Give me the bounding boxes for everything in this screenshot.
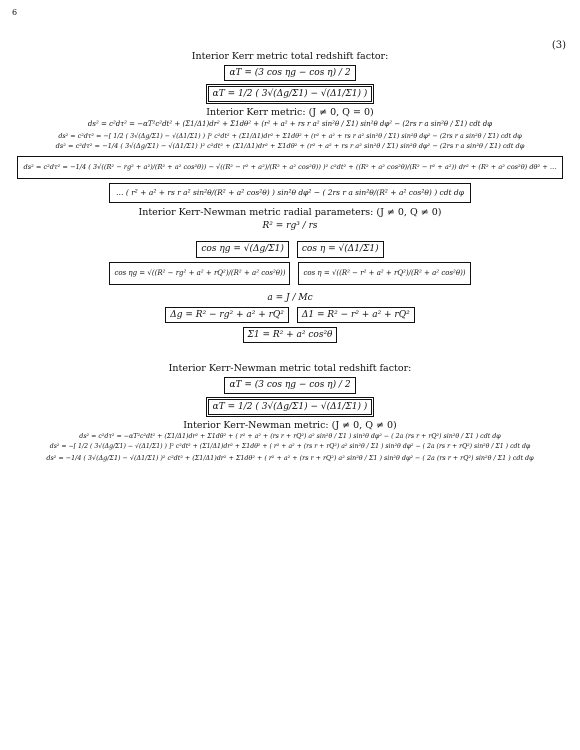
kn-cos-eta-g-full-box: cos ηg = √((R² − rg² + a² + rQ²)/(R² + a² cos²θ)) xyxy=(109,262,290,285)
kn-params-heading: Interior Kerr-Newman metric radial parameters: (J ≠ 0, Q ≠ 0) xyxy=(138,207,442,219)
kn-cos-eta-box: cos η = √(Δ1/Σ1) xyxy=(297,241,384,257)
kn-metric-heading: Interior Kerr-Newman metric: (J ≠ 0, Q ≠ 0) xyxy=(183,419,397,431)
kn-alpha-box-2: αT = 1/2 ( 3√(Δg/Σ1) − √(Δ1/Σ1) ) xyxy=(208,399,373,415)
kn-r-squared: R² = rg³ / rs xyxy=(262,221,318,232)
kerr-alpha-box-2: αT = 1/2 ( 3√(Δg/Σ1) − √(Δ1/Σ1) ) xyxy=(208,86,373,102)
kn-cos-eta-g-box: cos ηg = √(Δg/Σ1) xyxy=(196,241,289,257)
page-number: 6 xyxy=(12,8,18,17)
kn-sigma-1-box: Σ1 = R² + a² cos²θ xyxy=(243,327,338,343)
kn-ds-equation-2: ds² = −[ 1/2 ( 3√(Δg/Σ1) − √(Δ1/Σ1) ) ]² c²dt² + (Σ1/Δ1)dr² + Σ1dθ² + ( r² + a² + (rs r + rQ²) a² sin²θ / Σ1 ) sin²θ dφ² − ( 2a (rs r + rQ²) sin²θ / Σ1 ) cdt dφ xyxy=(49,443,531,451)
kerr-ds-boxed-equation-2: … ( r² + a² + rs r a² sin²θ/(R² + a² cos²θ) ) sin²θ dφ² − ( 2rs r a sin²θ/(R² + a² cos²θ) ) cdt dφ xyxy=(109,183,471,203)
kn-delta-1-box: Δ1 = R² − r² + a² + rQ² xyxy=(297,307,415,323)
kn-delta-g-box: Δg = R² − rg² + a² + rQ² xyxy=(165,307,289,323)
kerr-ds-boxed-equation-1: ds² = c²dτ² = −1/4 ( 3√((R² − rg² + a²)/(R² + a² cos²θ)) − √((R² − r² + a²)/(R² + a² cos²θ)) )² c²dt² + ((R² + a² cos²θ)/(R² − r² + a²)) dr² + (R² + a² cos²θ) dθ² + … xyxy=(17,156,564,179)
kerr-alpha-box-1: αT = (3 cos ηg − cos η) / 2 xyxy=(224,65,355,81)
kerr-ds-equation-2: ds² = c²dτ² = −[ 1/2 ( 3√(Δg/Σ1) − √(Δ1/Σ1) ) ]² c²dt² + (Σ1/Δ1)dr² + Σ1dθ² + (r² + a² + rs r a² sin²θ / Σ1) sin²θ dφ² − (2rs r a sin²θ / Σ1) cdt dφ xyxy=(58,131,522,140)
kerr-ds-equation-1: ds² = c²dτ² = −αT²c²dt² + (Σ1/Δ1)dr² + Σ1dθ² + (r² + a² + rs r a² sin²θ / Σ1) sin²θ dφ² − (2rs r a sin²θ / Σ1) cdt dφ xyxy=(87,120,493,129)
kn-redshift-heading: Interior Kerr-Newman metric total redshift factor: xyxy=(168,363,412,375)
kerr-redshift-heading: Interior Kerr metric total redshift factor: xyxy=(191,51,389,62)
kn-spin-parameter: a = J / Mc xyxy=(267,292,313,303)
kerr-metric-heading: Interior Kerr metric: (J ≠ 0, Q = 0) xyxy=(206,107,374,119)
kn-cos-eta-full-box: cos η = √((R² − r² + a² + rQ²)/(R² + a² cos²θ)) xyxy=(298,262,470,285)
kn-ds-equation-3: ds² = −1/4 ( 3√(Δg/Σ1) − √(Δ1/Σ1) )² c²dt² + (Σ1/Δ1)dr² + Σ1dθ² + ( r² + a² + (rs r + rQ²) a² sin²θ / Σ1 ) sin²θ dφ² − ( 2a (rs r + rQ²) sin²θ / Σ1 ) cdt dφ xyxy=(46,453,534,462)
kn-ds-equation-1: ds² = c²dτ² = −αT²c²dt² + (Σ1/Δ1)dr² + Σ1dθ² + ( r² + a² + (rs r + rQ²) a² sin²θ / Σ1 ) sin²θ dφ² − ( 2a (rs r + rQ²) sin²θ / Σ1 ) cdt dφ xyxy=(79,432,501,440)
equation-number: (3) xyxy=(551,40,566,51)
page-content xyxy=(0,48,580,464)
kerr-ds-equation-3: ds² = c²dτ² = −1/4 ( 3√(Δg/Σ1) − √(Δ1/Σ1) )² c²dt² + (Σ1/Δ1)dr² + Σ1dθ² + (r² + a² + rs r a² sin²θ / Σ1) sin²θ dφ² − (2rs r a sin²θ / Σ1) cdt dφ xyxy=(55,142,525,151)
kn-alpha-box-1: αT = (3 cos ηg − cos η) / 2 xyxy=(224,377,355,393)
